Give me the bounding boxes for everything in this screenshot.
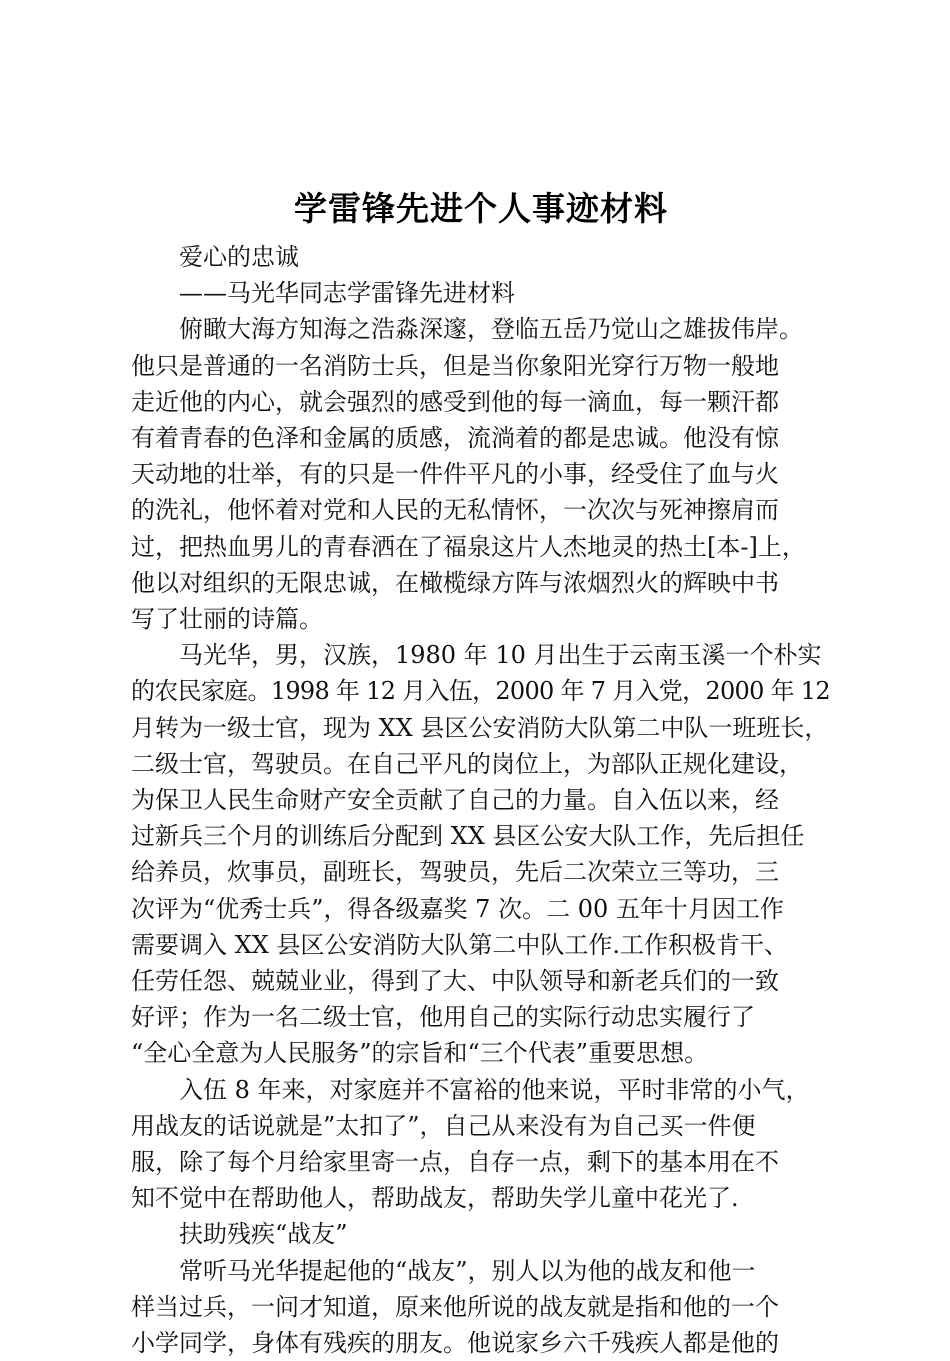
text-line: 次评为“优秀士兵”，得各级嘉奖 7 次。二 00 五年十月因工作 (131, 894, 784, 923)
document-title: 学雷锋先进个人事迹材料 (294, 189, 668, 228)
document-body (131, 239, 831, 1361)
text-line: 过新兵三个月的训练后分配到 XX 县区公安大队工作，先后担任 (131, 822, 805, 851)
text-line: 需要调入 XX 县区公安消防大队第二中队工作.工作积极肯干、 (131, 930, 789, 959)
text-line: ——马光华同志学雷锋先进材料 (179, 279, 515, 308)
text-line: 他只是普通的一名消防士兵，但是当你象阳光穿行万物一般地 (131, 351, 779, 380)
text-line: 月转为一级士官，现为 XX 县区公安消防大队第二中队一班班长， (131, 713, 829, 742)
text-line: 任劳任怨、兢兢业业，得到了大、中队领导和新老兵们的一致 (131, 967, 779, 996)
text-line: 的洗礼，他怀着对党和人民的无私情怀，一次次与死神擦肩而 (131, 496, 779, 525)
text-line: 用战友的话说就是”太扣了”，自己从来没有为自己买一件便 (131, 1111, 756, 1140)
text-line: 俯瞰大海方知海之浩淼深邃，登临五岳乃觉山之雄拔伟岸。 (179, 315, 803, 344)
text-line: 天动地的壮举，有的只是一件件平凡的小事，经受住了血与火 (131, 460, 779, 489)
text-line: 马光华，男，汉族，1980 年 10 月出生于云南玉溪一个朴实 (179, 641, 822, 670)
text-line: 服，除了每个月给家里寄一点，自存一点，剩下的基本用在不 (131, 1148, 779, 1177)
document-page (131, 185, 831, 1361)
text-line: 知不觉中在帮助他人，帮助战友，帮助失学儿童中花光了. (131, 1184, 739, 1213)
text-line: 好评；作为一名二级士官，他用自己的实际行动忠实履行了 (131, 1003, 755, 1032)
text-line: 扶助残疾“战友” (179, 1220, 348, 1249)
text-line: 走近他的内心，就会强烈的感受到他的每一滴血，每一颗汗都 (131, 387, 779, 416)
text-line: 的农民家庭。1998 年 12 月入伍，2000 年 7 月入党，2000 年 12 (131, 677, 830, 706)
text-line: 为保卫人民生命财产安全贡献了自己的力量。自入伍以来，经 (131, 786, 779, 815)
text-line: 入伍 8 年来，对家庭并不富裕的他来说，平时非常的小气， (179, 1075, 810, 1104)
text-line: “全心全意为人民服务”的宗旨和“三个代表”重要思想。 (131, 1039, 709, 1068)
text-line: 小学同学，身体有残疾的朋友。他说家乡六千残疾人都是他的 (131, 1329, 779, 1358)
text-line: 过，把热血男儿的青春洒在了福泉这片人杰地灵的热土[本-]上， (131, 532, 806, 561)
text-line: 给养员，炊事员，副班长，驾驶员，先后二次荣立三等功，三 (131, 858, 779, 887)
text-line: 二级士官，驾驶员。在自己平凡的岗位上，为部队正规化建设， (131, 749, 803, 778)
text-line: 有着青春的色泽和金属的质感，流淌着的都是忠诚。他没有惊 (131, 424, 779, 453)
text-line: 爱心的忠诚 (179, 243, 299, 271)
text-line: 写了壮丽的诗篇。 (131, 605, 323, 634)
text-line: 常听马光华提起他的“战友”，别人以为他的战友和他一 (179, 1256, 756, 1285)
text-line: 他以对组织的无限忠诚，在橄榄绿方阵与浓烟烈火的辉映中书 (131, 568, 779, 597)
text-line: 样当过兵，一问才知道，原来他所说的战友就是指和他的一个 (131, 1292, 779, 1321)
